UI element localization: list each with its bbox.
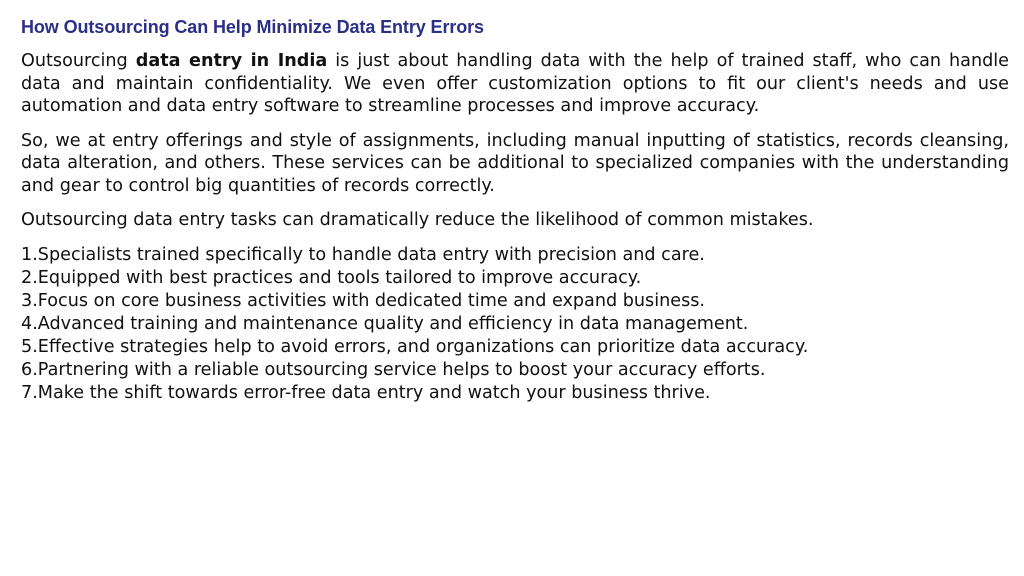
list-item: 1.Specialists trained specifically to handle data entry with precision and care. — [21, 244, 705, 265]
paragraph-intro-rest: is just about handling data with the help of trained staff, who can handle data and maintain confidentiality. We even offer customization options to fit our client's needs and use automation and data entry software to streamline processes and improve accuracy. — [21, 51, 1009, 116]
list-item: 2.Equipped with best practices and tools tailored to improve accuracy. — [21, 267, 642, 288]
paragraph-intro — [21, 50, 1009, 118]
list-item: 3.Focus on core business activities with dedicated time and expand business. — [21, 290, 706, 311]
list-item: 5.Effective strategies help to avoid errors, and organizations can prioritize data accuracy. — [21, 336, 809, 357]
list-item: 4.Advanced training and maintenance quality and efficiency in data management. — [21, 313, 749, 334]
list-item: 7.Make the shift towards error-free data entry and watch your business thrive. — [21, 382, 711, 403]
paragraph-services: So, we at entry offerings and style of assignments, including manual inputting of statistics, records cleansing, data alteration, and others. These services can be additional to specialized companies with the understanding and gear to control big quantities of records correctly. — [21, 130, 1009, 196]
paragraph-intro-emphasis: data entry in India — [135, 51, 328, 71]
benefits-list — [21, 244, 1009, 405]
paragraph-summary: Outsourcing data entry tasks can dramatically reduce the likelihood of common mistakes. — [21, 210, 814, 230]
page-title: How Outsourcing Can Help Minimize Data Entry Errors — [21, 17, 484, 37]
paragraph-intro-start: Outsourcing — [21, 51, 136, 71]
list-item: 6.Partnering with a reliable outsourcing service helps to boost your accuracy efforts. — [21, 359, 766, 380]
